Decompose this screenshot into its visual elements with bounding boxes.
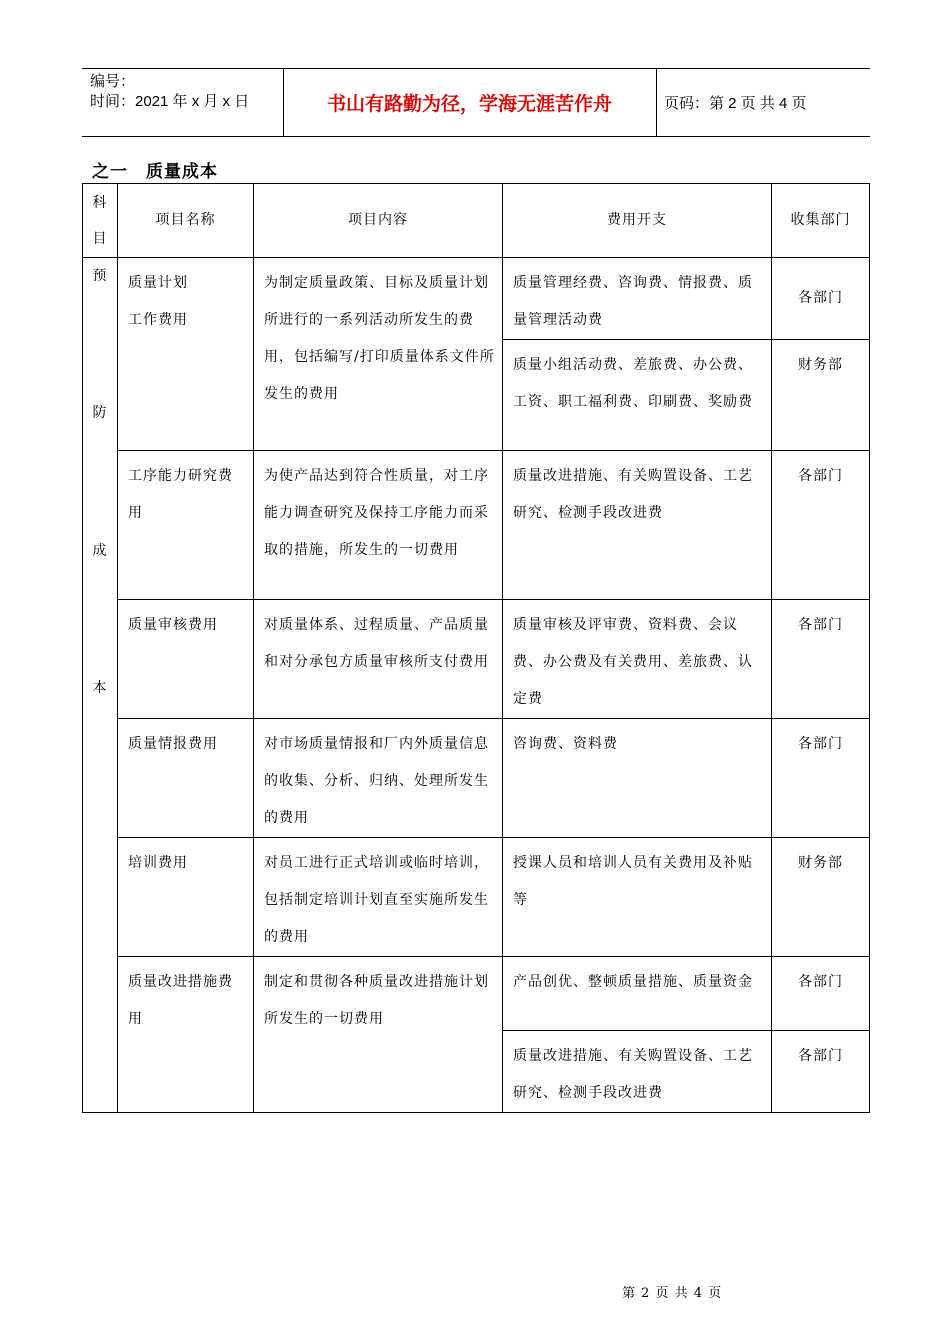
document-date-label: 时间：2021 年 x 月 x 日 (90, 93, 250, 110)
header-dept: 收集部门 (772, 184, 870, 258)
header-expense: 费用开支 (503, 184, 772, 258)
expense-cell: 质量小组活动费、差旅费、办公费、工资、职工福利费、印刷费、奖励费 (503, 340, 772, 451)
dept-cell: 财务部 (772, 838, 870, 957)
item-name-cell (118, 258, 254, 451)
document-number-label: 编号： (90, 73, 136, 90)
dept-cell: 各部门 (772, 258, 870, 340)
category-cell (83, 258, 118, 1113)
dept-cell: 各部门 (772, 957, 870, 1031)
item-name-cell: 培训费用 (118, 838, 254, 957)
item-content-cell: 为制定质量政策、目标及质量计划所进行的一系列活动所发生的费用，包括编写/打印质量体系文件所发生的费用 (254, 258, 503, 451)
item-name-line: 工作费用 (128, 312, 188, 328)
expense-cell: 咨询费、资料费 (503, 719, 772, 838)
category-char: 防 (92, 405, 108, 421)
expense-cell: 授课人员和培训人员有关费用及补贴等 (503, 838, 772, 957)
header-subject (83, 184, 118, 258)
header-item-content: 项目内容 (254, 184, 503, 258)
page-header (82, 68, 870, 137)
header-subject-char: 科 (92, 194, 108, 211)
item-name-cell: 工序能力研究费用 (118, 451, 254, 600)
category-char: 本 (92, 680, 108, 696)
item-content-cell: 为使产品达到符合性质量，对工序能力调查研究及保持工序能力而采取的措施，所发生的一切费用 (254, 451, 503, 600)
expense-cell: 质量改进措施、有关购置设备、工艺研究、检测手段改进费 (503, 451, 772, 600)
section-title: 之一 质量成本 (92, 162, 218, 182)
table-row (83, 719, 870, 838)
table-row (83, 258, 870, 340)
dept-cell: 各部门 (772, 451, 870, 600)
header-item-name: 项目名称 (118, 184, 254, 258)
item-content-cell: 对质量体系、过程质量、产品质量和对分承包方质量审核所支付费用 (254, 600, 503, 719)
expense-cell: 质量改进措施、有关购置设备、工艺研究、检测手段改进费 (503, 1031, 772, 1113)
header-left (90, 72, 280, 112)
table-row (83, 838, 870, 957)
item-content-cell: 制定和贯彻各种质量改进措施计划所发生的一切费用 (254, 957, 503, 1113)
header-divider-right (656, 69, 657, 136)
category-char: 成 (92, 543, 108, 559)
item-name-cell: 质量情报费用 (118, 719, 254, 838)
expense-cell: 质量审核及评审费、资料费、会议费、办公费及有关费用、差旅费、认定费 (503, 600, 772, 719)
dept-cell: 财务部 (772, 340, 870, 451)
header-subject-char: 目 (92, 230, 108, 247)
item-content-cell: 对市场质量情报和厂内外质量信息的收集、分析、归纳、处理所发生的费用 (254, 719, 503, 838)
item-name-cell: 质量审核费用 (118, 600, 254, 719)
page-footer: 第 2 页 共 4 页 (622, 1286, 723, 1301)
table-row (83, 957, 870, 1031)
expense-cell: 产品创优、整顿质量措施、质量资金 (503, 957, 772, 1031)
item-name-line: 质量计划 (128, 275, 188, 291)
expense-cell: 质量管理经费、咨询费、情报费、质量管理活动费 (503, 258, 772, 340)
quality-cost-table (82, 183, 870, 1113)
table-row (83, 451, 870, 600)
item-name-cell: 质量改进措施费用 (118, 957, 254, 1113)
category-char: 预 (92, 268, 108, 284)
header-motto: 书山有路勤为径，学海无涯苦作舟 (326, 94, 612, 115)
header-page-label: 页码：第 2 页 共 4 页 (664, 95, 807, 112)
table-row (83, 600, 870, 719)
dept-cell: 各部门 (772, 600, 870, 719)
table-header-row (83, 184, 870, 258)
dept-cell: 各部门 (772, 719, 870, 838)
dept-cell: 各部门 (772, 1031, 870, 1113)
item-content-cell: 对员工进行正式培训或临时培训，包括制定培训计划直至实施所发生的费用 (254, 838, 503, 957)
